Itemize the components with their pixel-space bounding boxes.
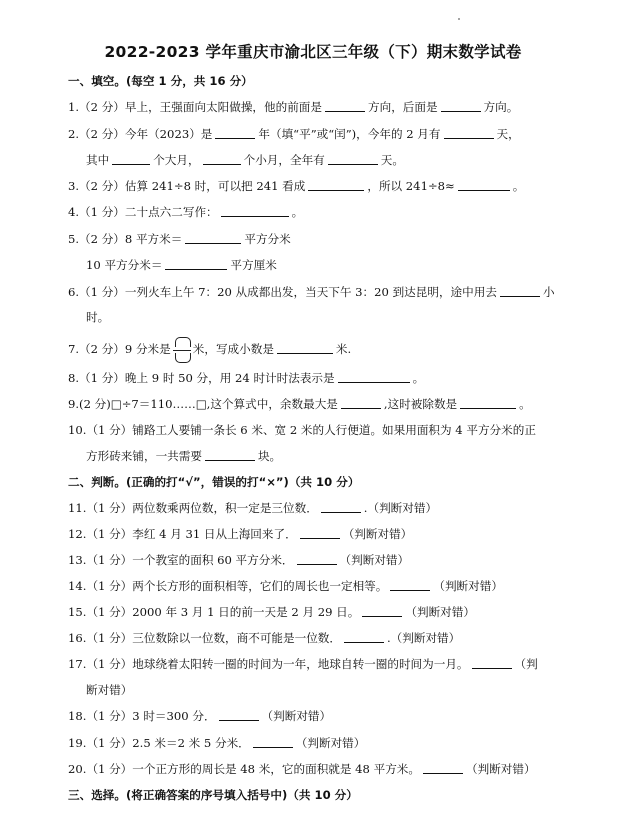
q19-text-a: 19.（1 分）2.5 米＝2 米 5 分米． xyxy=(68,736,250,750)
q11-text-a: 11.（1 分）两位数乘两位数，积一定是三位数． xyxy=(68,501,318,515)
q14-blank[interactable] xyxy=(390,578,430,591)
q2-text-e: 个大月， xyxy=(153,153,200,167)
q13-text-b: （判断对错） xyxy=(339,553,410,567)
q7-text-a: 7.（2 分）9 分米是 xyxy=(68,342,171,356)
q12-text-a: 12.（1 分）李红 4 月 31 日从上海回来了． xyxy=(68,527,297,541)
q13-blank[interactable] xyxy=(297,552,337,565)
q17-text-b: （判 xyxy=(514,657,538,671)
q4-text-b: 。 xyxy=(291,205,304,219)
question-7 xyxy=(68,337,351,363)
q20-text-b: （判断对错） xyxy=(466,762,536,776)
q3-blank-2[interactable] xyxy=(458,178,510,191)
question-10-cont xyxy=(86,448,281,464)
q3-blank-1[interactable] xyxy=(308,178,364,191)
q2-text-a: 2.（2 分）今年（2023）是 xyxy=(68,127,213,141)
q14-text-a: 14.（1 分）两个长方形的面积相等，它们的周长也一定相等。 xyxy=(68,579,388,593)
q15-text-b: （判断对错） xyxy=(405,605,475,619)
q5-blank-2[interactable] xyxy=(165,257,227,270)
q5-text-d: 平方厘米 xyxy=(230,258,277,272)
q2-text-f: 个小月，全年有 xyxy=(243,153,325,167)
question-10: 10.（1 分）铺路工人要铺一条长 6 米、宽 2 米的人行便道。如果用面积为 4 平方分米的正 xyxy=(68,423,536,437)
q2-text-d: 其中 xyxy=(86,153,110,167)
q11-text-b: .（判断对错） xyxy=(363,501,438,515)
q2-blank-2[interactable] xyxy=(444,126,494,139)
q9-text-c: 。 xyxy=(519,397,531,411)
question-13 xyxy=(68,552,409,568)
question-17-cont: 断对错） xyxy=(86,683,133,697)
question-9 xyxy=(68,396,531,412)
q13-text-a: 13.（1 分）一个教室的面积 60 平方分米． xyxy=(68,553,294,567)
q11-blank[interactable] xyxy=(321,500,361,513)
q15-blank[interactable] xyxy=(362,604,402,617)
section-fill-in-header: 一、填空。(每空 1 分，共 16 分） xyxy=(68,74,253,88)
q1-text-c: 方向。 xyxy=(483,100,519,114)
q15-text-a: 15.（1 分）2000 年 3 月 1 日的前一天是 2 月 29 日。 xyxy=(68,605,360,619)
question-6 xyxy=(68,284,555,300)
q18-text-b: （判断对错） xyxy=(261,709,332,723)
q7-text-c: 米. xyxy=(335,342,352,356)
q3-text-a: 3.（2 分）估算 241÷8 时，可以把 241 看成 xyxy=(68,179,306,193)
q5-text-a: 5.（2 分）8 平方米＝ xyxy=(68,232,183,246)
q17-blank[interactable] xyxy=(472,656,512,669)
question-6-cont: 时。 xyxy=(86,310,110,324)
q19-text-b: （判断对错） xyxy=(295,736,366,750)
q1-blank-1[interactable] xyxy=(325,99,365,112)
question-5 xyxy=(68,231,291,247)
question-17 xyxy=(68,656,538,672)
q18-blank[interactable] xyxy=(219,708,259,721)
q8-text-b: 。 xyxy=(412,371,425,385)
question-8 xyxy=(68,370,424,386)
q10-text-b: 方形砖来铺，一共需要 xyxy=(86,449,202,463)
question-5-cont xyxy=(86,257,277,273)
q1-text-b: 方向，后面是 xyxy=(368,100,438,114)
q10-text-c: 块。 xyxy=(257,449,282,463)
q2-blank-5[interactable] xyxy=(328,152,378,165)
q9-text-b: ,这时被除数是 xyxy=(383,397,458,411)
q10-blank-1[interactable] xyxy=(205,448,255,461)
question-15 xyxy=(68,604,475,620)
q8-text-a: 8.（1 分）晚上 9 时 50 分，用 24 时计时法表示是 xyxy=(68,371,335,385)
exam-title: 2022-2023 学年重庆市渝北区三年级（下）期末数学试卷 xyxy=(104,43,522,61)
q20-blank[interactable] xyxy=(423,761,463,774)
question-14 xyxy=(68,578,503,594)
q6-text-b: 小 xyxy=(542,285,555,299)
q17-text-a: 17.（1 分）地球绕着太阳转一圈的时间为一年，地球自转一圈的时间为一月。 xyxy=(68,657,469,671)
q1-blank-2[interactable] xyxy=(441,99,481,112)
q9-text-a: 9.(2 分)□÷7＝110……□,这个算式中，余数最大是 xyxy=(68,397,338,411)
scan-dot xyxy=(458,18,460,20)
section-true-false-header: 二、判断。(正确的打“√”，错误的打“×”)（共 10 分） xyxy=(68,475,360,489)
q2-text-g: 天。 xyxy=(380,153,404,167)
question-18 xyxy=(68,708,331,724)
q16-text-b: .（判断对错） xyxy=(386,631,461,645)
question-20 xyxy=(68,761,536,777)
q12-blank[interactable] xyxy=(300,526,340,539)
q2-blank-1[interactable] xyxy=(215,126,255,139)
question-4 xyxy=(68,204,303,220)
q6-text-a: 6.（1 分）一列火车上午 7：20 从成都出发，当天下午 3：20 到达昆明，途中用去 xyxy=(68,285,497,299)
q14-text-b: （判断对错） xyxy=(433,579,503,593)
question-19 xyxy=(68,735,365,751)
q2-text-b: 年（填“平”或“闰”)，今年的 2 月有 xyxy=(258,127,441,141)
q4-text-a: 4.（1 分）二十点六二写作： xyxy=(68,205,218,219)
q9-blank-1[interactable] xyxy=(341,396,381,409)
question-11 xyxy=(68,500,437,516)
q3-text-b: ，所以 241÷8≈ xyxy=(367,179,455,193)
question-12 xyxy=(68,526,412,542)
q5-text-c: 10 平方分米＝ xyxy=(86,258,163,272)
section-choice-header: 三、选择。(将正确答案的序号填入括号中)（共 10 分） xyxy=(68,788,358,802)
q3-text-c: 。 xyxy=(512,179,525,193)
question-3 xyxy=(68,178,524,194)
q20-text-a: 20.（1 分）一个正方形的周长是 48 米，它的面积就是 48 平方米。 xyxy=(68,762,420,776)
q7-blank-1[interactable] xyxy=(277,341,333,354)
q16-blank[interactable] xyxy=(344,630,384,643)
question-2-cont xyxy=(86,152,404,168)
q2-blank-4[interactable] xyxy=(203,152,241,165)
q8-blank-1[interactable] xyxy=(338,370,410,383)
q1-text-a: 1.（2 分）早上，王强面向太阳做操，他的前面是 xyxy=(68,100,322,114)
q19-blank[interactable] xyxy=(253,735,293,748)
q7-text-b: 米，写成小数是 xyxy=(192,342,274,356)
q5-blank-1[interactable] xyxy=(185,231,241,244)
q5-text-b: 平方分米 xyxy=(244,232,291,246)
q12-text-b: （判断对错） xyxy=(342,527,413,541)
q7-fraction-blank[interactable] xyxy=(172,337,192,363)
q16-text-a: 16.（1 分）三位数除以一位数，商不可能是一位数． xyxy=(68,631,341,645)
question-16 xyxy=(68,630,460,646)
question-2 xyxy=(68,126,520,142)
q2-blank-3[interactable] xyxy=(112,152,150,165)
q4-blank-1[interactable] xyxy=(221,204,289,217)
q2-text-c: 天， xyxy=(496,127,520,141)
q18-text-a: 18.（1 分）3 时＝300 分． xyxy=(68,709,216,723)
q9-blank-2[interactable] xyxy=(460,396,516,409)
question-1 xyxy=(68,99,518,115)
q6-blank-1[interactable] xyxy=(500,284,540,297)
